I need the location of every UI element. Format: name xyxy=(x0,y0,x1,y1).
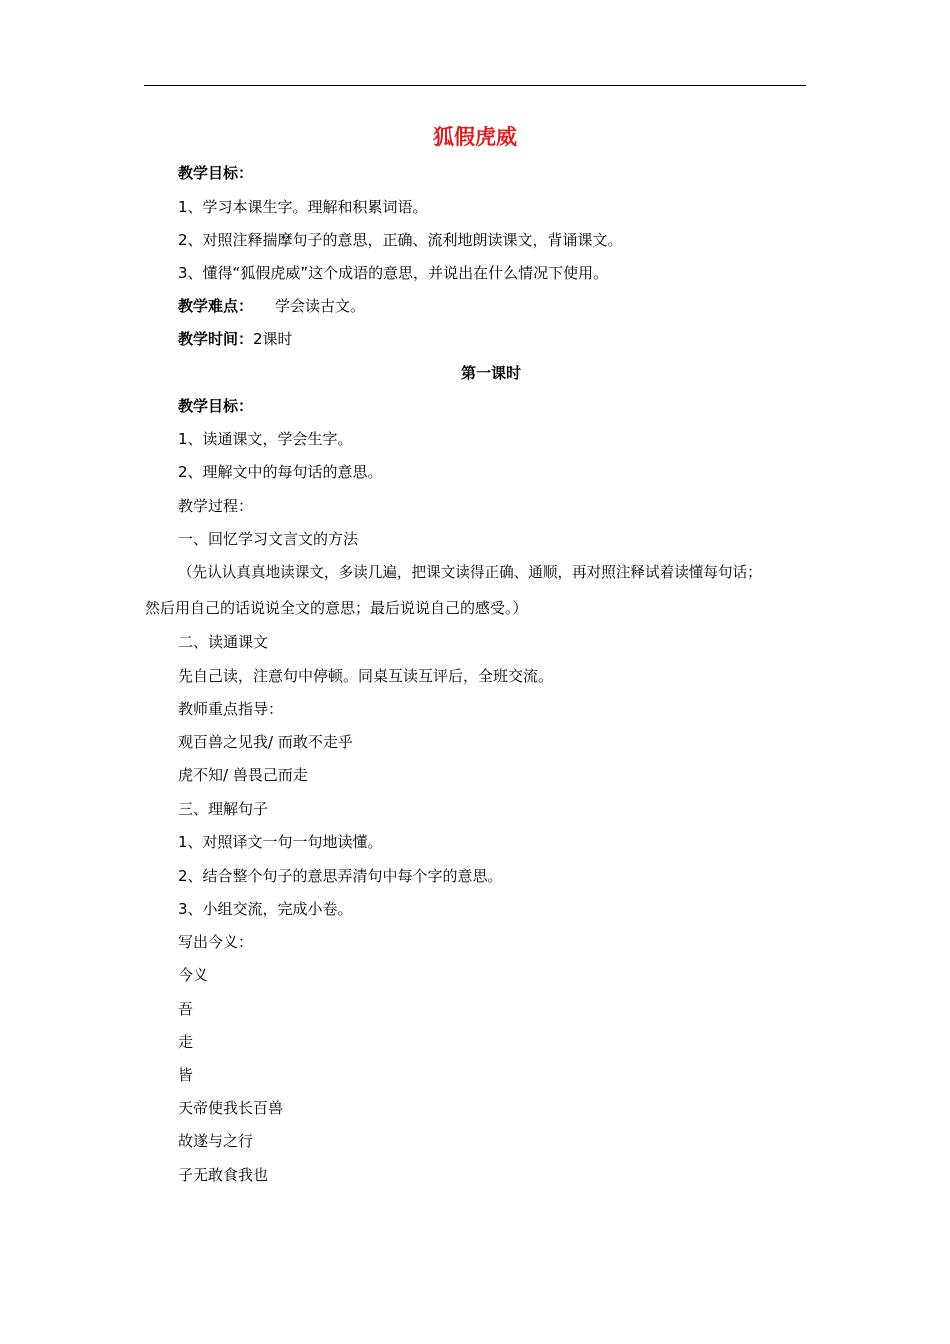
word-item: 皆 xyxy=(178,1066,194,1084)
teacher-guide-heading: 教师重点指导： xyxy=(178,700,284,718)
time-row xyxy=(178,329,293,349)
objectives-heading: 教学目标： xyxy=(178,164,254,182)
objective-item: 1、学习本课生字。理解和积累词语。 xyxy=(178,198,428,216)
step1-note-line1: （先认认真真地读课文，多读几遍，把课文读得正确、通顺，再对照注释试着读懂每句话； xyxy=(178,564,762,581)
step3-item: 1、对照译文一句一句地读懂。 xyxy=(178,833,383,851)
objective-item: 3、懂得“狐假虎威”这个成语的意思，并说出在什么情况下使用。 xyxy=(178,264,609,282)
step2-text: 先自己读，注意句中停顿。同桌互读互评后，全班交流。 xyxy=(178,667,554,685)
word-item: 故遂与之行 xyxy=(178,1132,254,1150)
time-label: 教学时间： xyxy=(178,330,254,348)
difficulty-label: 教学难点： xyxy=(178,297,254,315)
lesson1-objectives-heading: 教学目标： xyxy=(178,397,254,415)
difficulty-value: 学会读古文。 xyxy=(275,297,366,315)
guide-sentence: 虎不知/ 兽畏己而走 xyxy=(178,766,308,784)
header-rule xyxy=(144,85,806,86)
step2-heading: 二、读通课文 xyxy=(178,633,269,651)
guide-sentence: 观百兽之见我/ 而敢不走乎 xyxy=(178,733,353,751)
word-item: 吾 xyxy=(178,1000,194,1018)
step3-heading: 三、理解句子 xyxy=(178,800,269,818)
time-value: 2课时 xyxy=(253,330,293,348)
step1-note-line2: 然后用自己的话说说全文的意思；最后说说自己的感受。） xyxy=(145,599,528,617)
word-item: 今义 xyxy=(178,966,209,984)
lesson1-objective-item: 1、读通课文，学会生字。 xyxy=(178,430,353,448)
step3-item: 3、小组交流，完成小卷。 xyxy=(178,900,353,918)
document-title: 狐假虎威 xyxy=(433,125,517,149)
lesson1-heading: 第一课时 xyxy=(460,364,521,382)
process-heading: 教学过程： xyxy=(178,497,254,515)
word-item: 子无敢食我也 xyxy=(178,1166,269,1184)
lesson1-objective-item: 2、理解文中的每句话的意思。 xyxy=(178,463,383,481)
step3-item: 2、结合整个句子的意思弄清句中每个字的意思。 xyxy=(178,867,503,885)
objective-item: 2、对照注释揣摩句子的意思，正确、流利地朗读课文，背诵课文。 xyxy=(178,231,623,249)
word-item: 走 xyxy=(178,1033,194,1051)
difficulty-row xyxy=(178,296,365,316)
step1-heading: 一、回忆学习文言文的方法 xyxy=(178,530,359,548)
word-item: 天帝使我长百兽 xyxy=(178,1099,284,1117)
write-heading: 写出今义： xyxy=(178,933,254,951)
